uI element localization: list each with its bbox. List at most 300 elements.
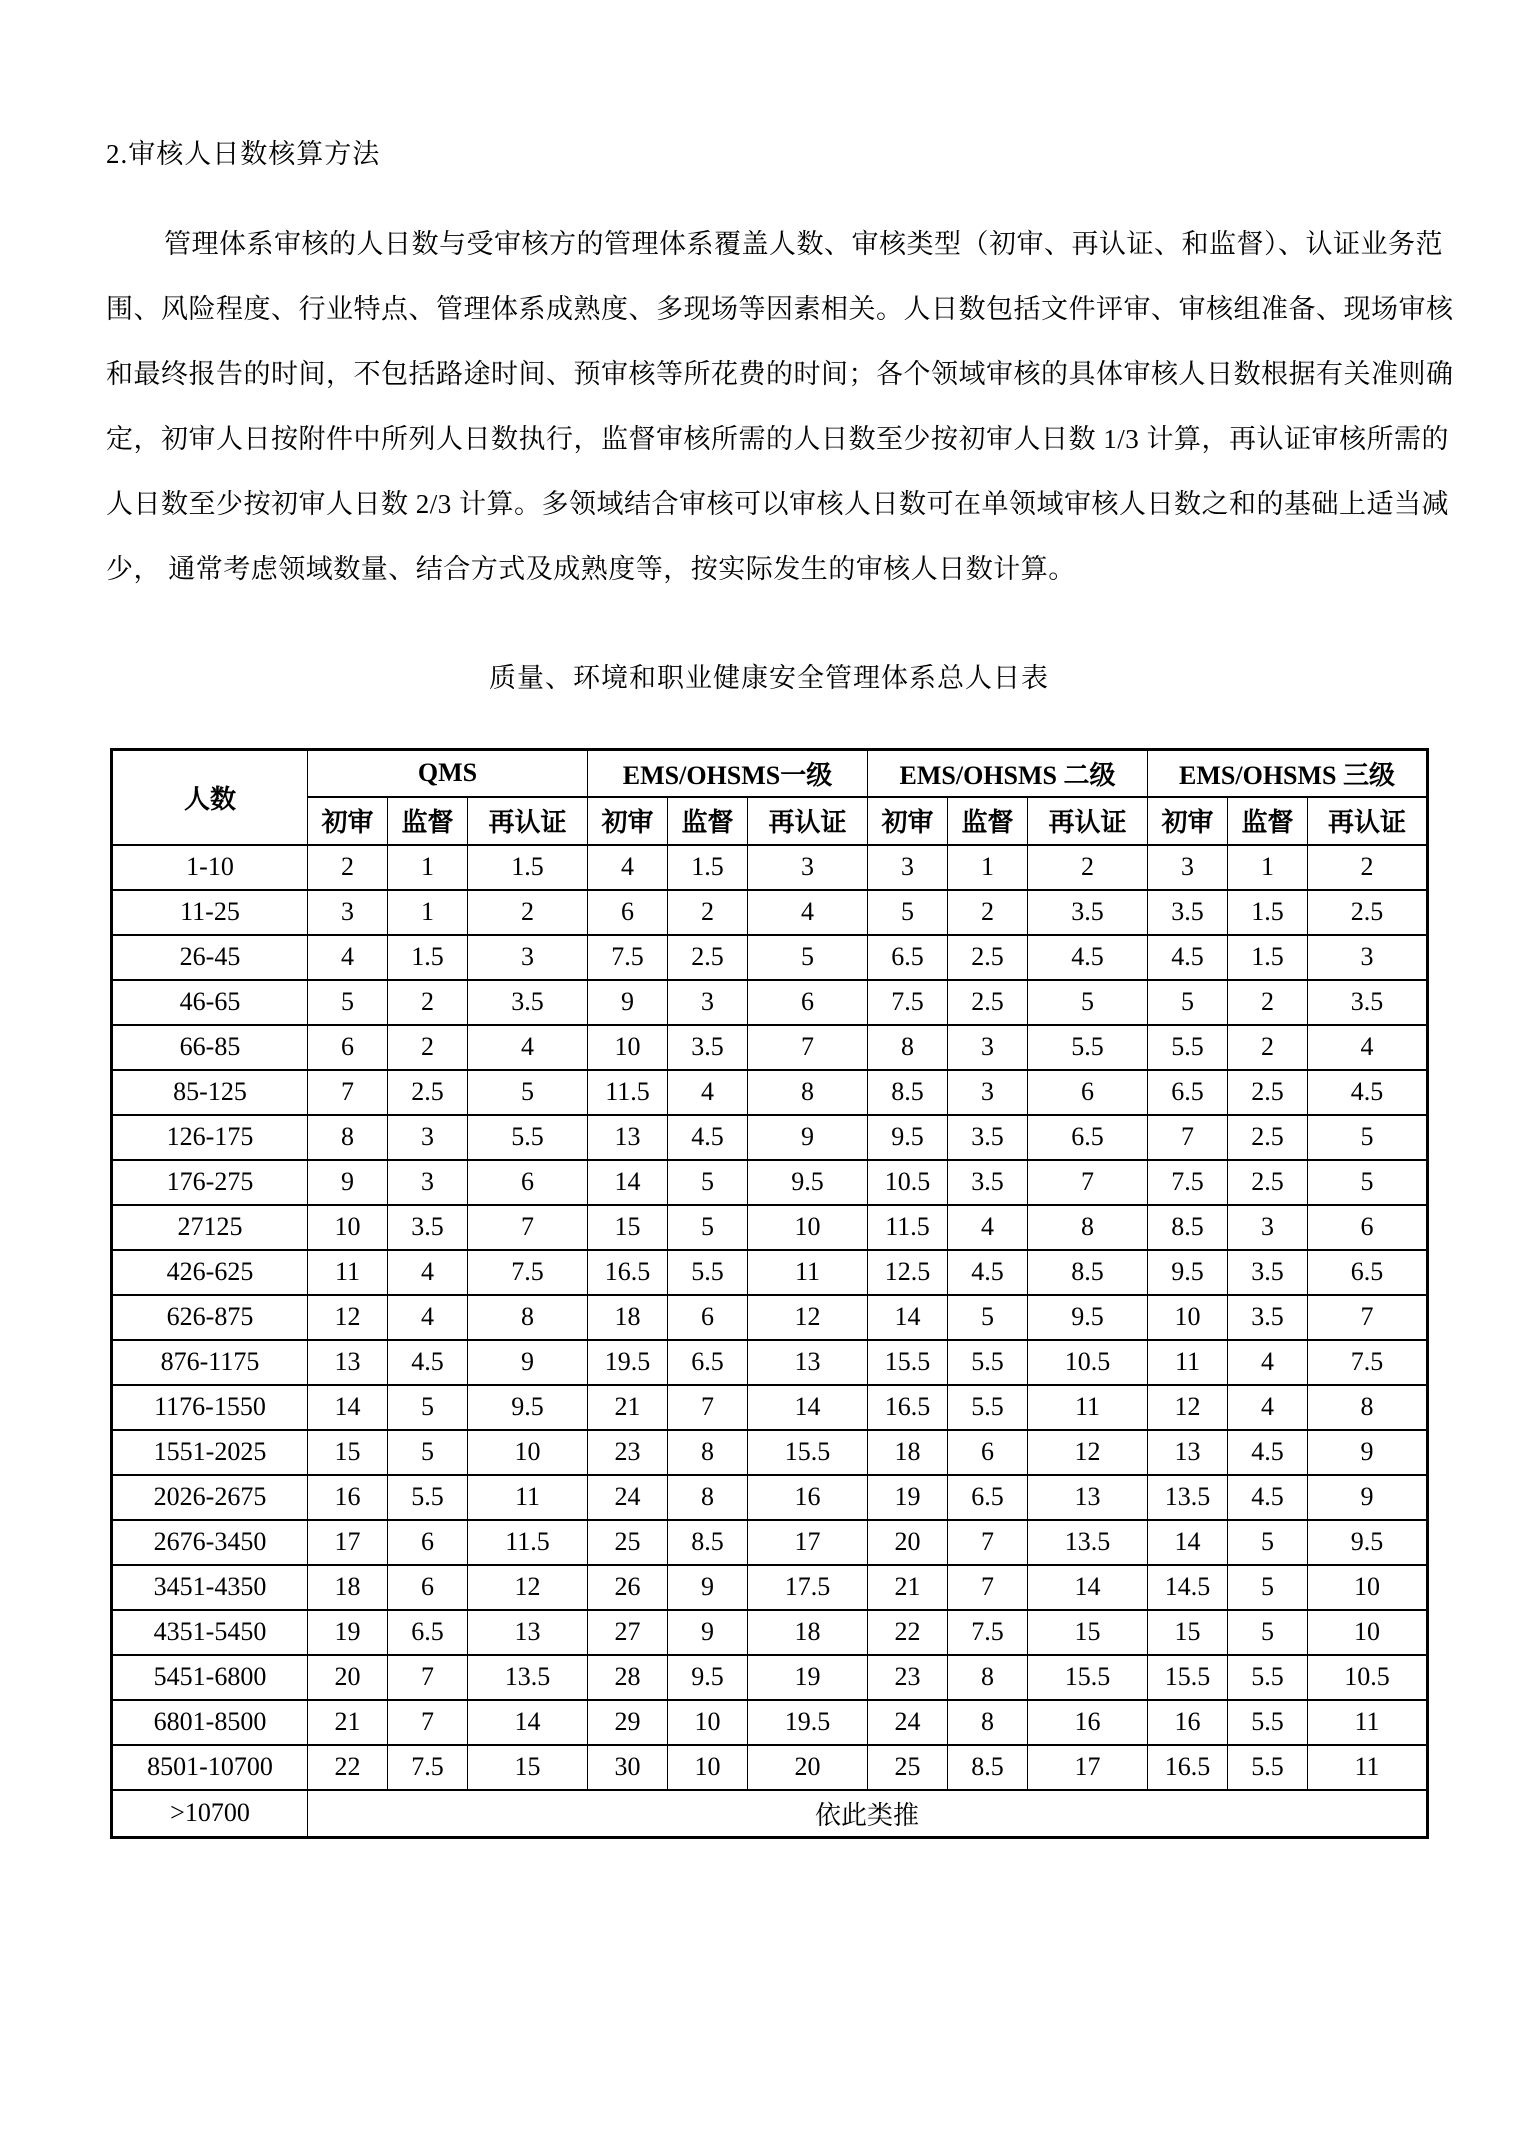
- person-days-value-cell: 12: [1148, 1385, 1228, 1430]
- person-days-value-cell: 11: [1028, 1385, 1148, 1430]
- sub-header-initial-audit: 初审: [308, 797, 388, 845]
- row-range-cell: >10700: [112, 1790, 308, 1838]
- person-days-value-cell: 5: [668, 1160, 748, 1205]
- person-days-value-cell: 9.5: [1148, 1250, 1228, 1295]
- person-days-value-cell: 10: [668, 1700, 748, 1745]
- person-days-value-cell: 6: [388, 1565, 468, 1610]
- person-days-value-cell: 12: [468, 1565, 588, 1610]
- person-days-value-cell: 4: [948, 1205, 1028, 1250]
- person-days-value-cell: 12: [1028, 1430, 1148, 1475]
- sub-header-row: [112, 797, 1428, 845]
- person-days-value-cell: 6.5: [868, 935, 948, 980]
- person-days-value-cell: 2.5: [668, 935, 748, 980]
- person-days-value-cell: 4.5: [1028, 935, 1148, 980]
- row-range-cell: 26-45: [112, 935, 308, 980]
- person-days-value-cell: 8: [308, 1115, 388, 1160]
- table-row: [112, 1565, 1428, 1610]
- person-days-value-cell: 13.5: [468, 1655, 588, 1700]
- person-days-value-cell: 3.5: [1228, 1250, 1308, 1295]
- person-days-value-cell: 20: [308, 1655, 388, 1700]
- person-days-value-cell: 3: [868, 845, 948, 890]
- person-days-value-cell: 10: [308, 1205, 388, 1250]
- person-days-value-cell: 2: [468, 890, 588, 935]
- person-days-value-cell: 16.5: [868, 1385, 948, 1430]
- person-days-value-cell: 7: [308, 1070, 388, 1115]
- person-days-value-cell: 7.5: [588, 935, 668, 980]
- person-days-value-cell: 4.5: [668, 1115, 748, 1160]
- person-days-value-cell: 10: [1308, 1565, 1428, 1610]
- row-range-cell: 1176-1550: [112, 1385, 308, 1430]
- person-days-value-cell: 3: [468, 935, 588, 980]
- body-paragraph: [106, 212, 1454, 602]
- person-days-value-cell: 9: [1308, 1475, 1428, 1520]
- person-days-value-cell: 24: [588, 1475, 668, 1520]
- person-days-value-cell: 3: [1228, 1205, 1308, 1250]
- person-days-value-cell: 10: [468, 1430, 588, 1475]
- person-days-value-cell: 5.5: [948, 1340, 1028, 1385]
- person-days-value-cell: 9.5: [748, 1160, 868, 1205]
- person-days-value-cell: 12: [748, 1295, 868, 1340]
- person-days-value-cell: 20: [868, 1520, 948, 1565]
- sub-header-initial-audit: 初审: [868, 797, 948, 845]
- row-range-cell: 426-625: [112, 1250, 308, 1295]
- person-days-value-cell: 19: [748, 1655, 868, 1700]
- person-days-value-cell: 4.5: [948, 1250, 1028, 1295]
- person-days-value-cell: 5: [1028, 980, 1148, 1025]
- row-range-cell: 626-875: [112, 1295, 308, 1340]
- table-row: [112, 1475, 1428, 1520]
- person-days-value-cell: 27: [588, 1610, 668, 1655]
- person-days-value-cell: 8: [1308, 1385, 1428, 1430]
- person-days-value-cell: 10: [1148, 1295, 1228, 1340]
- person-days-value-cell: 6: [1308, 1205, 1428, 1250]
- row-range-cell: 5451-6800: [112, 1655, 308, 1700]
- person-days-value-cell: 21: [868, 1565, 948, 1610]
- table-row: [112, 1115, 1428, 1160]
- person-days-value-cell: 3.5: [1148, 890, 1228, 935]
- person-days-value-cell: 2: [388, 980, 468, 1025]
- person-days-value-cell: 25: [868, 1745, 948, 1790]
- person-days-value-cell: 5.5: [1228, 1700, 1308, 1745]
- person-days-value-cell: 2: [668, 890, 748, 935]
- person-days-value-cell: 10.5: [868, 1160, 948, 1205]
- person-days-value-cell: 3.5: [468, 980, 588, 1025]
- person-days-value-cell: 2.5: [1228, 1070, 1308, 1115]
- person-days-value-cell: 28: [588, 1655, 668, 1700]
- person-days-value-cell: 6: [308, 1025, 388, 1070]
- person-days-value-cell: 8: [468, 1295, 588, 1340]
- person-days-value-cell: 4.5: [1148, 935, 1228, 980]
- person-days-value-cell: 6.5: [388, 1610, 468, 1655]
- person-days-value-cell: 11: [468, 1475, 588, 1520]
- person-days-value-cell: 15.5: [1028, 1655, 1148, 1700]
- table-row: [112, 1655, 1428, 1700]
- person-days-value-cell: 8: [948, 1655, 1028, 1700]
- table-header: [112, 750, 1428, 845]
- footer-note-cell: 依此类推: [308, 1790, 1428, 1838]
- person-days-value-cell: 18: [748, 1610, 868, 1655]
- row-range-cell: 46-65: [112, 980, 308, 1025]
- row-range-cell: 66-85: [112, 1025, 308, 1070]
- person-days-value-cell: 6.5: [1308, 1250, 1428, 1295]
- person-days-value-cell: 7: [388, 1655, 468, 1700]
- person-days-value-cell: 4.5: [1228, 1430, 1308, 1475]
- paragraph-line: 少， 通常考虑领域数量、结合方式及成熟度等，按实际发生的审核人日数计算。: [106, 554, 1076, 584]
- person-days-value-cell: 17: [748, 1520, 868, 1565]
- person-days-value-cell: 26: [588, 1565, 668, 1610]
- paragraph-line: 管理体系审核的人日数与受审核方的管理体系覆盖人数、审核类型（初审、再认证、和监督）、认证业务范: [164, 229, 1443, 259]
- person-days-value-cell: 25: [588, 1520, 668, 1565]
- person-days-value-cell: 7: [1148, 1115, 1228, 1160]
- person-days-value-cell: 5.5: [948, 1385, 1028, 1430]
- person-days-value-cell: 16: [1028, 1700, 1148, 1745]
- person-days-value-cell: 13.5: [1148, 1475, 1228, 1520]
- table-row: [112, 1745, 1428, 1790]
- table-row: [112, 1160, 1428, 1205]
- person-days-value-cell: 14: [1028, 1565, 1148, 1610]
- person-days-value-cell: 9: [308, 1160, 388, 1205]
- row-range-cell: 8501-10700: [112, 1745, 308, 1790]
- person-days-value-cell: 4.5: [1228, 1475, 1308, 1520]
- person-days-value-cell: 5.5: [388, 1475, 468, 1520]
- person-days-value-cell: 10: [668, 1745, 748, 1790]
- person-days-value-cell: 7: [388, 1700, 468, 1745]
- person-days-value-cell: 23: [588, 1430, 668, 1475]
- person-days-value-cell: 30: [588, 1745, 668, 1790]
- person-days-value-cell: 3.5: [1228, 1295, 1308, 1340]
- person-days-value-cell: 5: [1228, 1610, 1308, 1655]
- person-days-value-cell: 7: [948, 1565, 1028, 1610]
- sub-header-surveillance: 监督: [388, 797, 468, 845]
- table-row: [112, 1610, 1428, 1655]
- person-days-value-cell: 3.5: [948, 1160, 1028, 1205]
- paragraph-line: 人日数至少按初审人日数 2/3 计算。多领域结合审核可以审核人日数可在单领域审核人日数之和的基础上适当减: [106, 489, 1449, 519]
- person-days-value-cell: 4: [668, 1070, 748, 1115]
- person-days-value-cell: 8: [868, 1025, 948, 1070]
- table-row: [112, 1205, 1428, 1250]
- person-days-value-cell: 3: [1148, 845, 1228, 890]
- person-days-value-cell: 23: [868, 1655, 948, 1700]
- person-days-value-cell: 8.5: [1148, 1205, 1228, 1250]
- person-days-value-cell: 1.5: [388, 935, 468, 980]
- person-days-value-cell: 11: [1308, 1700, 1428, 1745]
- person-days-value-cell: 16.5: [588, 1250, 668, 1295]
- person-days-value-cell: 8: [668, 1475, 748, 1520]
- person-days-value-cell: 22: [868, 1610, 948, 1655]
- row-range-cell: 126-175: [112, 1115, 308, 1160]
- person-days-value-cell: 4: [1308, 1025, 1428, 1070]
- table-row: [112, 845, 1428, 890]
- person-days-value-cell: 3.5: [668, 1025, 748, 1070]
- person-days-value-cell: 8.5: [948, 1745, 1028, 1790]
- person-days-value-cell: 5: [308, 980, 388, 1025]
- person-days-value-cell: 2: [1228, 1025, 1308, 1070]
- person-days-value-cell: 7: [468, 1205, 588, 1250]
- row-range-cell: 876-1175: [112, 1340, 308, 1385]
- table-row: [112, 1430, 1428, 1475]
- row-range-cell: 176-275: [112, 1160, 308, 1205]
- sub-header-surveillance: 监督: [668, 797, 748, 845]
- person-days-value-cell: 15.5: [1148, 1655, 1228, 1700]
- section-heading: 2.审核人日数核算方法: [106, 139, 381, 169]
- person-days-value-cell: 18: [588, 1295, 668, 1340]
- person-days-value-cell: 1.5: [668, 845, 748, 890]
- person-days-value-cell: 18: [868, 1430, 948, 1475]
- row-range-cell: 6801-8500: [112, 1700, 308, 1745]
- person-days-value-cell: 5.5: [1148, 1025, 1228, 1070]
- person-days-value-cell: 3.5: [1308, 980, 1428, 1025]
- person-days-value-cell: 5.5: [468, 1115, 588, 1160]
- person-days-value-cell: 4: [1228, 1385, 1308, 1430]
- person-days-value-cell: 12: [308, 1295, 388, 1340]
- sub-header-surveillance: 监督: [1228, 797, 1308, 845]
- person-days-value-cell: 3: [1308, 935, 1428, 980]
- person-days-value-cell: 9: [468, 1340, 588, 1385]
- person-days-value-cell: 5.5: [1228, 1655, 1308, 1700]
- person-days-value-cell: 12.5: [868, 1250, 948, 1295]
- person-days-value-cell: 7: [1308, 1295, 1428, 1340]
- person-days-value-cell: 5: [1228, 1520, 1308, 1565]
- sub-header-surveillance: 监督: [948, 797, 1028, 845]
- person-days-value-cell: 14: [588, 1160, 668, 1205]
- person-days-value-cell: 5: [1308, 1115, 1428, 1160]
- person-days-value-cell: 19: [868, 1475, 948, 1520]
- person-days-value-cell: 13: [1028, 1475, 1148, 1520]
- group-header-ems-ohsms-level2: EMS/OHSMS 二级: [868, 750, 1148, 797]
- table-row: [112, 980, 1428, 1025]
- person-days-value-cell: 8.5: [1028, 1250, 1148, 1295]
- person-days-value-cell: 1: [948, 845, 1028, 890]
- person-days-value-cell: 2: [948, 890, 1028, 935]
- table-row: [112, 1385, 1428, 1430]
- person-days-value-cell: 15.5: [748, 1430, 868, 1475]
- person-days-value-cell: 7.5: [1308, 1340, 1428, 1385]
- person-days-value-cell: 6.5: [1148, 1070, 1228, 1115]
- person-days-value-cell: 11: [748, 1250, 868, 1295]
- table-caption: 质量、环境和职业健康安全管理体系总人日表: [489, 663, 1049, 693]
- person-days-value-cell: 13: [1148, 1430, 1228, 1475]
- person-days-value-cell: 16: [1148, 1700, 1228, 1745]
- person-days-value-cell: 4: [308, 935, 388, 980]
- person-days-value-cell: 10: [588, 1025, 668, 1070]
- person-days-value-cell: 13: [308, 1340, 388, 1385]
- person-days-value-cell: 5: [668, 1205, 748, 1250]
- paragraph-line: 和最终报告的时间，不包括路途时间、预审核等所花费的时间；各个领域审核的具体审核人日数根据有关准则确: [106, 359, 1454, 389]
- person-days-value-cell: 6: [1028, 1070, 1148, 1115]
- person-days-value-cell: 14: [868, 1295, 948, 1340]
- person-days-value-cell: 4: [1228, 1340, 1308, 1385]
- person-days-value-cell: 9: [668, 1565, 748, 1610]
- row-range-cell: 2676-3450: [112, 1520, 308, 1565]
- person-days-value-cell: 7: [668, 1385, 748, 1430]
- table-footer-row: [112, 1790, 1428, 1838]
- person-days-value-cell: 3: [308, 890, 388, 935]
- person-days-value-cell: 4: [468, 1025, 588, 1070]
- person-days-value-cell: 2: [1228, 980, 1308, 1025]
- row-range-cell: 4351-5450: [112, 1610, 308, 1655]
- person-days-value-cell: 10: [748, 1205, 868, 1250]
- person-days-value-cell: 21: [588, 1385, 668, 1430]
- paragraph-line: 定，初审人日按附件中所列人日数执行，监督审核所需的人日数至少按初审人日数 1/3 计算，再认证审核所需的: [106, 424, 1449, 454]
- person-days-value-cell: 4.5: [388, 1340, 468, 1385]
- table-row: [112, 1070, 1428, 1115]
- person-days-value-cell: 6: [468, 1160, 588, 1205]
- table-row: [112, 1025, 1428, 1070]
- table-row: [112, 1295, 1428, 1340]
- sub-header-initial-audit: 初审: [588, 797, 668, 845]
- person-days-value-cell: 22: [308, 1745, 388, 1790]
- person-days-value-cell: 7.5: [868, 980, 948, 1025]
- table-row: [112, 1700, 1428, 1745]
- person-days-value-cell: 6.5: [948, 1475, 1028, 1520]
- person-days-value-cell: 11: [308, 1250, 388, 1295]
- person-days-value-cell: 3: [668, 980, 748, 1025]
- person-days-value-cell: 8: [948, 1700, 1028, 1745]
- group-header-qms: QMS: [308, 750, 588, 797]
- person-days-value-cell: 2.5: [1308, 890, 1428, 935]
- person-days-value-cell: 19.5: [588, 1340, 668, 1385]
- person-days-value-cell: 7.5: [468, 1250, 588, 1295]
- person-days-value-cell: 6.5: [668, 1340, 748, 1385]
- person-days-value-cell: 16: [308, 1475, 388, 1520]
- sub-header-recertification: 再认证: [1308, 797, 1428, 845]
- person-days-value-cell: 2: [1028, 845, 1148, 890]
- person-days-value-cell: 8: [748, 1070, 868, 1115]
- person-days-value-cell: 8.5: [868, 1070, 948, 1115]
- person-days-value-cell: 7.5: [388, 1745, 468, 1790]
- table-row: [112, 1520, 1428, 1565]
- person-days-value-cell: 14: [468, 1700, 588, 1745]
- person-days-value-cell: 7: [1028, 1160, 1148, 1205]
- person-days-value-cell: 9: [1308, 1430, 1428, 1475]
- table-row: [112, 1340, 1428, 1385]
- person-days-value-cell: 5: [388, 1385, 468, 1430]
- person-days-value-cell: 5: [748, 935, 868, 980]
- sub-header-recertification: 再认证: [748, 797, 868, 845]
- person-days-value-cell: 16: [748, 1475, 868, 1520]
- person-days-value-cell: 9.5: [1308, 1520, 1428, 1565]
- person-days-value-cell: 15: [468, 1745, 588, 1790]
- person-days-value-cell: 5: [388, 1430, 468, 1475]
- row-range-cell: 2026-2675: [112, 1475, 308, 1520]
- person-days-value-cell: 7: [748, 1025, 868, 1070]
- person-days-value-cell: 21: [308, 1700, 388, 1745]
- person-days-value-cell: 3: [388, 1115, 468, 1160]
- sub-header-initial-audit: 初审: [1148, 797, 1228, 845]
- person-days-value-cell: 10.5: [1028, 1340, 1148, 1385]
- row-range-cell: 1-10: [112, 845, 308, 890]
- person-days-value-cell: 19.5: [748, 1700, 868, 1745]
- person-days-value-cell: 11: [1148, 1340, 1228, 1385]
- person-days-value-cell: 11.5: [868, 1205, 948, 1250]
- person-days-value-cell: 24: [868, 1700, 948, 1745]
- person-days-value-cell: 15: [308, 1430, 388, 1475]
- person-days-value-cell: 10.5: [1308, 1655, 1428, 1700]
- person-days-value-cell: 8.5: [668, 1520, 748, 1565]
- person-days-value-cell: 14.5: [1148, 1565, 1228, 1610]
- person-days-value-cell: 5.5: [1228, 1745, 1308, 1790]
- person-days-table: [110, 748, 1429, 1839]
- person-days-value-cell: 17: [308, 1520, 388, 1565]
- table-row: [112, 1250, 1428, 1295]
- person-days-value-cell: 11.5: [468, 1520, 588, 1565]
- sub-header-recertification: 再认证: [468, 797, 588, 845]
- person-days-value-cell: 5.5: [668, 1250, 748, 1295]
- person-days-value-cell: 9.5: [468, 1385, 588, 1430]
- table-row: [112, 935, 1428, 980]
- person-days-value-cell: 9: [668, 1610, 748, 1655]
- person-days-value-cell: 8: [1028, 1205, 1148, 1250]
- person-days-value-cell: 13: [748, 1340, 868, 1385]
- person-days-value-cell: 1.5: [468, 845, 588, 890]
- person-days-value-cell: 3: [948, 1025, 1028, 1070]
- person-days-value-cell: 4: [588, 845, 668, 890]
- person-days-value-cell: 9.5: [1028, 1295, 1148, 1340]
- person-days-value-cell: 6: [748, 980, 868, 1025]
- person-days-value-cell: 10: [1308, 1610, 1428, 1655]
- row-range-cell: 11-25: [112, 890, 308, 935]
- person-days-value-cell: 5: [468, 1070, 588, 1115]
- person-days-value-cell: 2.5: [388, 1070, 468, 1115]
- person-days-value-cell: 13: [588, 1115, 668, 1160]
- person-days-value-cell: 15: [588, 1205, 668, 1250]
- person-days-value-cell: 11: [1308, 1745, 1428, 1790]
- person-days-value-cell: 14: [1148, 1520, 1228, 1565]
- group-header-row: [112, 750, 1428, 797]
- person-days-value-cell: 5: [1308, 1160, 1428, 1205]
- person-days-value-cell: 4.5: [1308, 1070, 1428, 1115]
- person-days-value-cell: 6: [948, 1430, 1028, 1475]
- group-header-ems-ohsms-level3: EMS/OHSMS 三级: [1148, 750, 1428, 797]
- row-range-cell: 1551-2025: [112, 1430, 308, 1475]
- person-days-value-cell: 2.5: [1228, 1115, 1308, 1160]
- person-days-value-cell: 9.5: [868, 1115, 948, 1160]
- person-days-value-cell: 3.5: [388, 1205, 468, 1250]
- person-days-value-cell: 19: [308, 1610, 388, 1655]
- person-days-value-cell: 2: [388, 1025, 468, 1070]
- person-days-value-cell: 2: [1308, 845, 1428, 890]
- person-days-value-cell: 15: [1028, 1610, 1148, 1655]
- person-days-value-cell: 16.5: [1148, 1745, 1228, 1790]
- person-days-value-cell: 17.5: [748, 1565, 868, 1610]
- person-days-value-cell: 20: [748, 1745, 868, 1790]
- table-body: [112, 845, 1428, 1838]
- person-days-value-cell: 29: [588, 1700, 668, 1745]
- person-days-value-cell: 2.5: [1228, 1160, 1308, 1205]
- person-days-value-cell: 2.5: [948, 935, 1028, 980]
- person-days-value-cell: 2.5: [948, 980, 1028, 1025]
- person-days-value-cell: 3: [748, 845, 868, 890]
- row-range-cell: 3451-4350: [112, 1565, 308, 1610]
- person-days-value-cell: 4: [388, 1295, 468, 1340]
- group-header-ems-ohsms-level1: EMS/OHSMS一级: [588, 750, 868, 797]
- paragraph-line: 围、风险程度、行业特点、管理体系成熟度、多现场等因素相关。人日数包括文件评审、审核组准备、现场审核: [106, 294, 1454, 324]
- row-range-cell: 27125: [112, 1205, 308, 1250]
- person-days-value-cell: 9: [748, 1115, 868, 1160]
- person-days-value-cell: 11.5: [588, 1070, 668, 1115]
- sub-header-recertification: 再认证: [1028, 797, 1148, 845]
- person-days-value-cell: 4: [388, 1250, 468, 1295]
- person-days-value-cell: 6.5: [1028, 1115, 1148, 1160]
- person-days-value-cell: 3.5: [1028, 890, 1148, 935]
- person-days-value-cell: 6: [588, 890, 668, 935]
- person-days-value-cell: 8: [668, 1430, 748, 1475]
- person-days-value-cell: 15: [1148, 1610, 1228, 1655]
- person-days-value-cell: 6: [388, 1520, 468, 1565]
- person-days-value-cell: 3.5: [948, 1115, 1028, 1160]
- person-days-value-cell: 5: [1148, 980, 1228, 1025]
- people-count-header: 人数: [112, 750, 308, 845]
